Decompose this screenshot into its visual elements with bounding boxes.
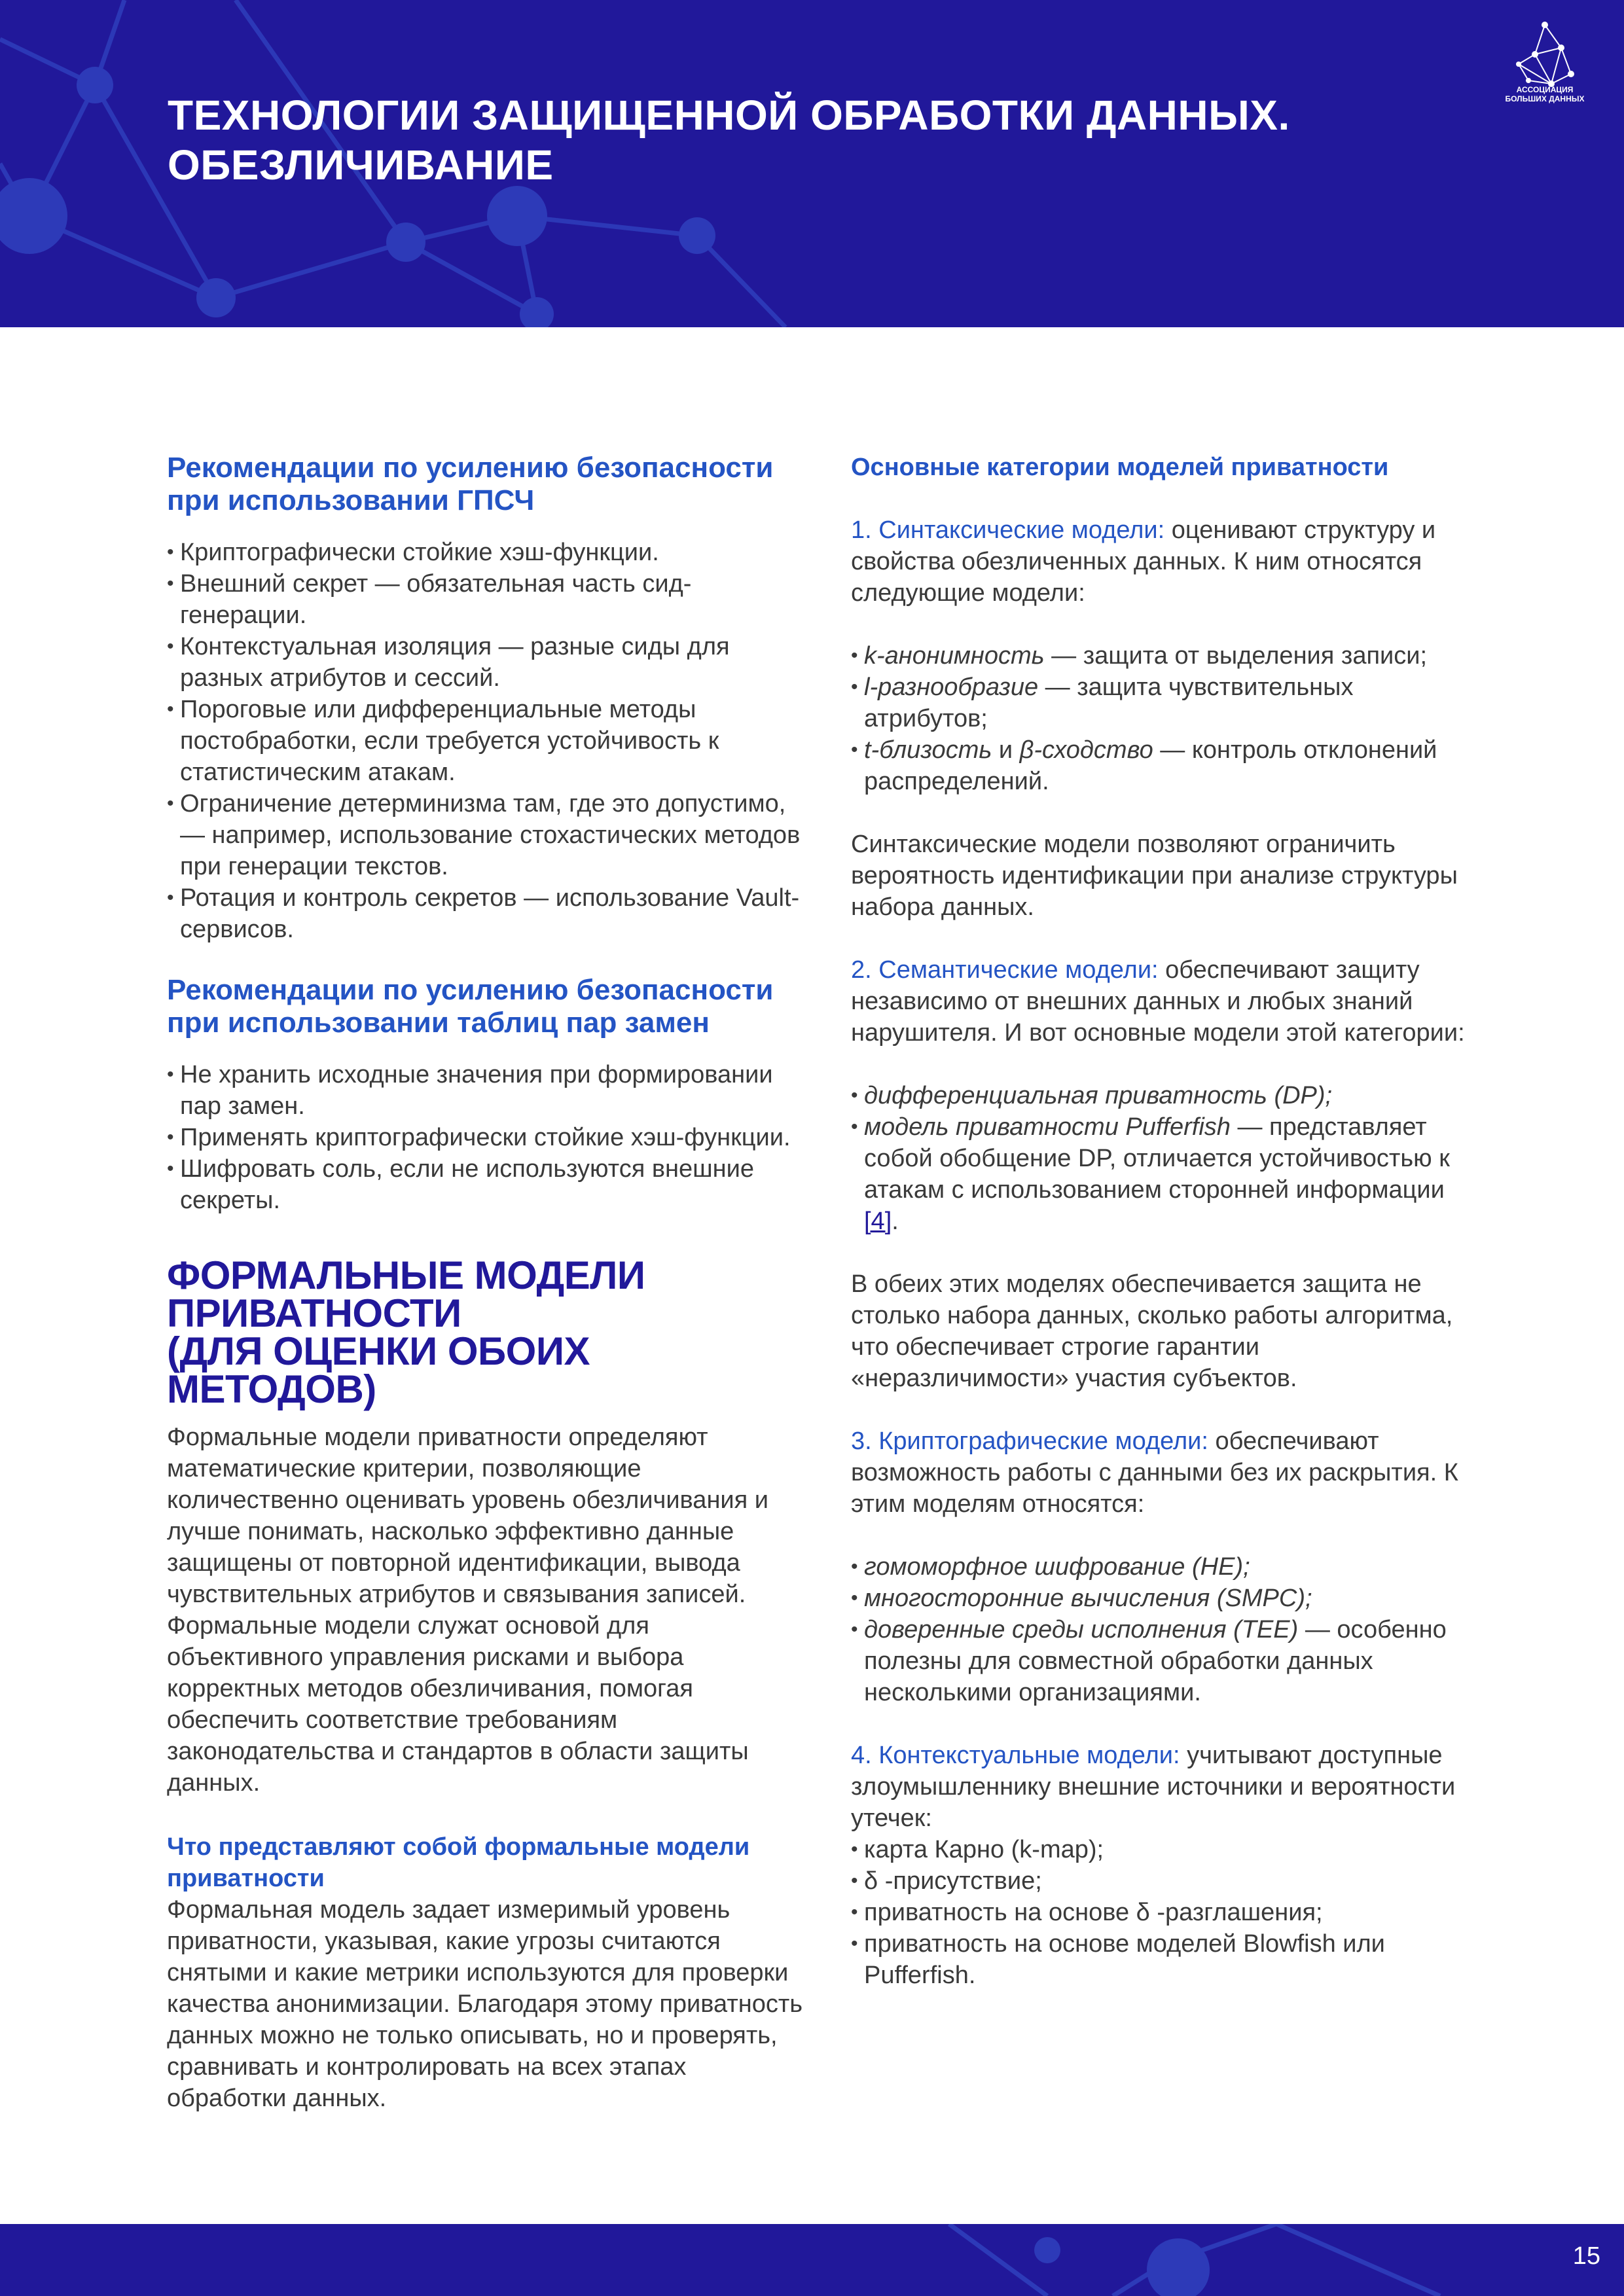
prng-recommendations-title: Рекомендации по усилению безопасности при использовании ГПСЧ [167, 452, 774, 516]
semantic-models-paragraph [851, 954, 1476, 1049]
list-item: • приватность на основе моделей Blowfish или Pufferfish. [851, 1928, 1476, 1991]
logo-caption-line1: АССОЦИАЦИЯ [1516, 85, 1574, 94]
page-header [0, 0, 1624, 327]
list-item [851, 734, 1476, 797]
list-item: • Ограничение детерминизма там, где это допустимо, — например, использование стохастических методов при генерации текстов. [167, 788, 808, 882]
term-description: — контроль отклонений распределений. [864, 736, 1437, 795]
footer-network-pattern-icon [0, 2224, 1624, 2296]
term-description: — защита от выделения записи; [1044, 642, 1428, 670]
list-item: • приватность на основе δ -разглашения; [851, 1897, 1476, 1928]
term: β-сходство [1019, 736, 1153, 764]
logo-caption-line2: БОЛЬШИХ ДАННЫХ [1505, 94, 1585, 103]
syntactic-models-list [851, 640, 1476, 797]
right-column [851, 452, 1476, 1991]
formal-title-line1: ФОРМАЛЬНЫЕ МОДЕЛИ [167, 1253, 645, 1297]
term: модель приватности Pufferfish [864, 1113, 1231, 1141]
crypto-models-text: обеспечивают возможность работы с данными без их раскрытия. К этим моделям относятся: [851, 1427, 1458, 1518]
formal-title-line2: ПРИВАТНОСТИ [167, 1291, 461, 1335]
syntactic-models-text: оценивают структуру и свойства обезличенных данных. К ним относятся следующие модели: [851, 516, 1436, 607]
list-item: • Применять криптографически стойкие хэш-функции. [167, 1122, 808, 1153]
list-item [851, 1551, 1476, 1583]
list-item [851, 1080, 1476, 1111]
formal-models-paragraph: Формальные модели приватности определяют математические критерии, позволяющие количественно оценивать уровень обезличивания и лучше понимать, насколько эффективно данные защищены от повторной идентификации, вывода чувствительных атрибутов и связывания записей. Формальные модели служат основой для объективного управления рисками и выбора корректных методов обезличивания, помогая обеспечить соответствие требованиям законодательства и стандартов в области защиты данных. [167, 1424, 769, 1797]
reference-link[interactable]: [4] [864, 1208, 892, 1235]
term: доверенные среды исполнения (TEE) [864, 1616, 1299, 1643]
page-title-line1: ТЕХНОЛОГИИ ЗАЩИЩЕННОЙ ОБРАБОТКИ ДАННЫХ. [168, 92, 1290, 139]
list-item: • Криптографически стойкие хэш-функции. [167, 537, 808, 568]
list-item: • Контекстуальная изоляция — разные сиды для разных атрибутов и сессий. [167, 631, 808, 694]
semantic-models-text: обеспечивают защиту независимо от внешних данных и любых знаний нарушителя. И вот основные модели этой категории: [851, 956, 1465, 1047]
model-categories-title: Основные категории моделей приватности [851, 454, 1389, 481]
list-item [851, 640, 1476, 672]
list-item [851, 672, 1476, 734]
context-models-label: 4. Контекстуальные модели: [851, 1742, 1180, 1769]
term-description: — представляет собой обобщение DP, отличается устойчивостью к атакам с использованием сторонней информации [864, 1113, 1450, 1204]
list-item: • карта Карно (k-map); [851, 1834, 1476, 1865]
term: гомоморфное шифрование (HE); [864, 1553, 1250, 1581]
context-models-list [851, 1834, 1476, 1991]
syntactic-models-label: 1. Синтаксические модели: [851, 516, 1165, 544]
left-column [167, 452, 808, 2114]
crypto-models-paragraph [851, 1426, 1476, 1520]
what-are-formal-models-title: Что представляют собой формальные модели приватности [167, 1833, 750, 1892]
term: многосторонние вычисления (SMPC); [864, 1585, 1312, 1612]
list-item [851, 1614, 1476, 1708]
prng-recommendations-list [167, 537, 808, 945]
list-item: • модель приватности Pufferfish — представляет собой обобщение DP, отличается устойчивостью к атакам с использованием сторонней информации [4]. [851, 1111, 1476, 1237]
term: t-близость [864, 736, 992, 764]
page-footer [0, 2224, 1624, 2296]
term: l-разнообразие [864, 673, 1039, 701]
term-description: — особенно полезны для совместной обработки данных несколькими организациями. [864, 1616, 1447, 1706]
term-description: — защита чувствительных атрибутов; [864, 673, 1354, 732]
page-number: 15 [1572, 2242, 1600, 2270]
list-item: • Не хранить исходные значения при формировании пар замен. [167, 1059, 808, 1122]
list-item: • Пороговые или дифференциальные методы постобработки, если требуется устойчивость к статистическим атакам. [167, 694, 808, 788]
logo-caption [1487, 85, 1602, 103]
term: дифференциальная приватность (DP); [864, 1082, 1333, 1109]
tables-recommendations-title: Рекомендации по усилению безопасности при использовании таблиц пар замен [167, 974, 774, 1039]
page-title-line2: ОБЕЗЛИЧИВАНИЕ [168, 141, 554, 188]
list-item: • Внешний секрет — обязательная часть сид-генерации. [167, 568, 808, 631]
formal-title-line3: (ДЛЯ ОЦЕНКИ ОБОИХ МЕТОДОВ) [167, 1329, 590, 1411]
syntactic-models-summary: Синтаксические модели позволяют ограничить вероятность идентификации при анализе структуры набора данных. [851, 831, 1458, 921]
list-item [851, 1583, 1476, 1614]
semantic-models-label: 2. Семантические модели: [851, 956, 1159, 984]
context-models-text: учитывают доступные злоумышленнику внешние источники и вероятности утечек: [851, 1742, 1456, 1832]
term-joiner: и [992, 736, 1020, 764]
formal-models-title [167, 1253, 808, 1411]
semantic-models-list [851, 1080, 1476, 1237]
tables-recommendations-list [167, 1059, 808, 1216]
list-item: • Ротация и контроль секретов — использование Vault-сервисов. [167, 882, 808, 945]
semantic-models-summary: В обеих этих моделях обеспечивается защита не столько набора данных, сколько работы алгоритма, что обеспечивает строгие гарантии «неразличимости» участия субъектов. [851, 1270, 1453, 1392]
term: k-анонимность [864, 642, 1045, 670]
list-item: • δ -присутствие; [851, 1865, 1476, 1897]
syntactic-models-paragraph [851, 514, 1476, 609]
crypto-models-list [851, 1551, 1476, 1708]
page-title [168, 90, 1411, 190]
crypto-models-label: 3. Криптографические модели: [851, 1427, 1208, 1455]
list-item: • Шифровать соль, если не используются внешние секреты. [167, 1153, 808, 1216]
what-are-formal-models-paragraph: Формальная модель задает измеримый уровень приватности, указывая, какие угрозы считаются снятыми и какие метрики используются для проверки качества анонимизации. Благодаря этому приватность данных можно не только описывать, но и проверять, сравнивать и контролировать на всех этапах обработки данных. [167, 1896, 803, 2112]
context-models-paragraph [851, 1740, 1476, 1834]
